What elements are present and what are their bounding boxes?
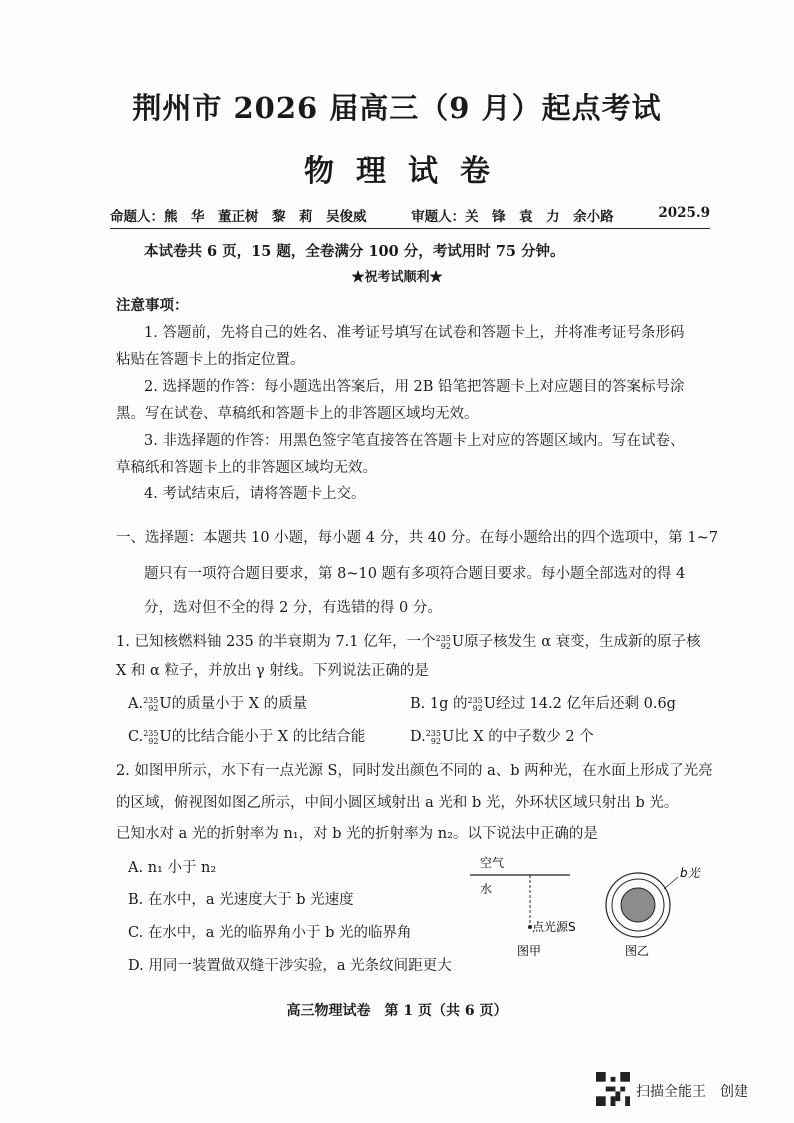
question-2-stem-line3: 已知水对 a 光的折射率为 n₁，对 b 光的折射率为 n₂。以下说法中正确的是 [116,826,598,842]
question-authors: 命题人：熊 华 董正树 黎 莉 吴俊威 [110,209,367,225]
question-1-option-b: B. 1g 的 235 92 U经过 14.2 亿年后还剩 0.6g [410,696,676,713]
exam-date: 2025.9 [658,205,710,221]
header-divider [110,228,710,229]
section-instructions-line: 一、选择题：本题共 10 小题，每小题 4 分，共 40 分。在每小题给出的四个选项中，第 1~7 [116,530,718,546]
water-label: 水 [480,882,493,896]
b-light-label: b光 [680,866,700,880]
notice-line: 3. 非选择题的作答：用黑色签字笔直接答在答题卡上对应的答题区域内。写在试卷、 [144,433,685,449]
notice-line: 粘贴在答题卡上的指定位置。 [116,352,305,368]
uranium-isotope: 235 92 [435,634,451,651]
author-line [110,205,710,225]
exam-info: 本试卷共 6 页，15 题，全卷满分 100 分，考试用时 75 分钟。 [144,243,565,260]
notice-line: 黑。写在试卷、草稿纸和答题卡上的非答题区域均无效。 [116,406,479,422]
figure-1-caption: 图甲 [517,944,542,958]
question-2-option-b: B. 在水中，a 光速度大于 b 光速度 [128,892,354,908]
light-source-diagram [460,855,720,965]
question-1-option-a: A. 235 92 U的质量小于 X 的质量 [128,696,308,713]
question-2-option-d: D. 用同一装置做双缝干涉实验，a 光条纹间距更大 [128,958,452,974]
question-1-stem-line2: X 和 α 粒子，并放出 γ 射线。下列说法正确的是 [116,663,429,679]
qr-code-icon [596,1072,630,1106]
point-source-label: 点光源S [532,920,576,934]
scanner-watermark: 扫描全能王 创建 [636,1084,748,1100]
question-2-option-c: C. 在水中，a 光的临界角小于 b 光的临界角 [128,925,412,941]
notice-line: 1. 答题前，先将自己的姓名、准考证号填写在试卷和答题卡上，并将准考证号条形码 [144,325,685,341]
notice-line: 4. 考试结束后，请将答题卡上交。 [144,486,366,502]
question-reviewers: 审题人：关 锋 袁 力 余小路 [411,209,614,225]
question-1-option-c: C. 235 92 U的比结合能小于 X 的比结合能 [128,729,366,746]
page-footer: 高三物理试卷 第 1 页（共 6 页） [286,1003,508,1019]
b-light-pointer [664,877,678,889]
question-2-option-a: A. n₁ 小于 n₂ [128,860,217,876]
question-2-stem: 2. 如图甲所示，水下有一点光源 S，同时发出颜色不同的 a、b 两种光，在水面上形成了光亮 [116,763,713,779]
question-1-stem: 1. 已知核燃料铀 235 的半衰期为 7.1 亿年，一个 235 92 U原子核发生 α 衰变，生成新的原子核 [116,634,701,651]
exam-subject-title: 物理试卷 [304,154,512,189]
section-instructions-line: 分，选对但不全的得 2 分，有选错的得 0 分。 [144,600,442,616]
good-luck-text: ★祝考试顺利★ [351,270,443,285]
inner-circle [621,888,655,922]
air-label: 空气 [480,856,505,870]
question-1-option-d: D. 235 92 U比 X 的中子数少 2 个 [410,729,594,746]
notice-title: 注意事项： [116,297,189,314]
question-2-stem-line2: 的区域，俯视图如图乙所示，中间小圆区域射出 a 光和 b 光，外环状区域只射出 b 光。 [116,795,679,811]
notice-line: 草稿纸和答题卡上的非答题区域均无效。 [116,460,377,476]
exam-title: 荆州市 2026 届高三（9 月）起点考试 [132,91,662,125]
figure-2-caption: 图乙 [625,944,650,958]
section-instructions-line: 题只有一项符合题目要求，第 8~10 题有多项符合题目要求。每小题全部选对的得 4 [144,566,686,582]
notice-line: 2. 选择题的作答：每小题选出答案后，用 2B 铅笔把答题卡上对应题目的答案标号涂 [144,379,685,395]
